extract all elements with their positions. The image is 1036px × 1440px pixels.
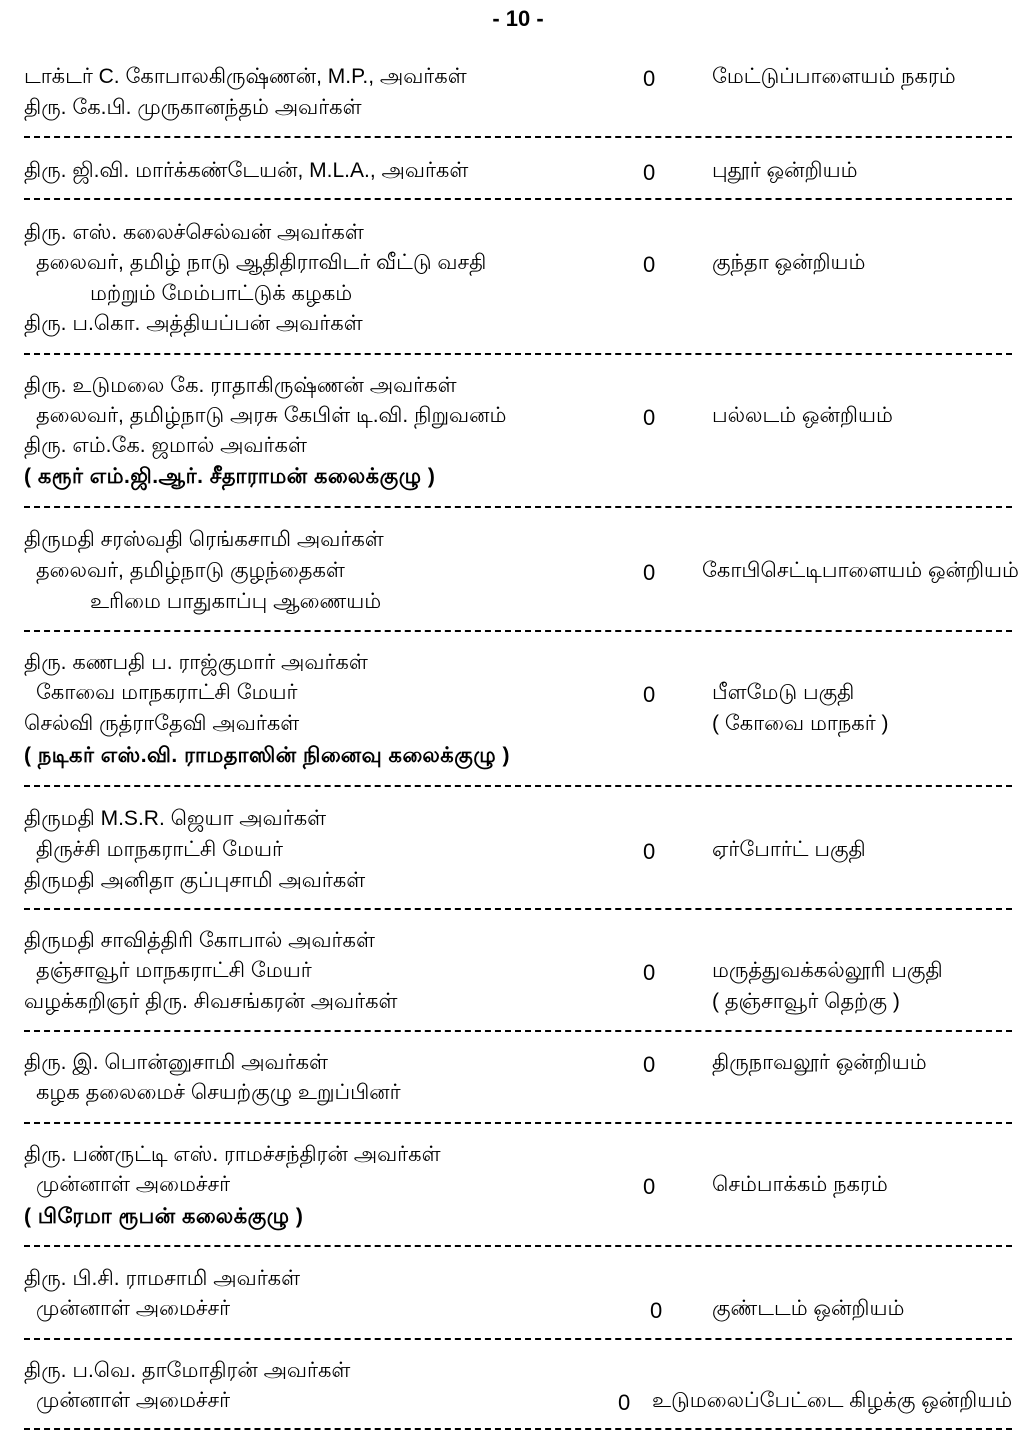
entry-9-marker: 0: [643, 1052, 656, 1077]
entry-9-line-1: திரு. இ. பொன்னுசாமி அவர்கள்: [24, 1051, 328, 1074]
entry-4-line-4: ( கரூர் எம்.ஜி.ஆர். சீதாராமன் கலைக்குழு ): [24, 465, 436, 488]
entry-3-line-3: மற்றும் மேம்பாட்டுக் கழகம்: [90, 282, 353, 305]
entry-3-marker: 0: [643, 252, 656, 277]
entry-7-line-3: திருமதி அனிதா குப்புசாமி அவர்கள்: [24, 869, 366, 892]
entry-6-line-1: திரு. கணபதி ப. ராஜ்குமார் அவர்கள்: [24, 651, 368, 674]
entry-5-line-2: தலைவர், தமிழ்நாடு குழந்தைகள்: [36, 559, 345, 582]
entry-2-line-1: திரு. ஜி.வி. மார்க்கண்டேயன், M.L.A., அவர்கள்: [24, 159, 469, 182]
entry-1-line-1: டாக்டர் C. கோபாலகிருஷ்ணன், M.P., அவர்கள்: [24, 65, 467, 88]
separator: [24, 1338, 1012, 1340]
entry-5-marker: 0: [643, 560, 656, 585]
entry-11-place: குண்டடம் ஒன்றியம்: [712, 1297, 905, 1320]
entry-12-marker: 0: [618, 1390, 631, 1415]
entry-4-line-2: தலைவர், தமிழ்நாடு அரசு கேபிள் டி.வி. நிறுவனம்: [36, 404, 507, 427]
entry-1-marker: 0: [643, 66, 656, 91]
entry-2-marker: 0: [643, 160, 656, 185]
page-number: - 10 -: [492, 6, 544, 31]
separator: [24, 198, 1012, 200]
entry-11-line-2: முன்னாள் அமைச்சர்: [36, 1297, 231, 1320]
entry-10-line-3: ( பிரேமா ரூபன் கலைக்குழு ): [24, 1205, 304, 1228]
entry-9-place: திருநாவலூர் ஒன்றியம்: [712, 1051, 927, 1074]
entry-4-marker: 0: [643, 405, 656, 430]
separator: [24, 785, 1012, 787]
entry-10-line-2: முன்னாள் அமைச்சர்: [36, 1173, 231, 1196]
separator: [24, 136, 1012, 138]
entry-6-marker: 0: [643, 682, 656, 707]
entry-3-place: குந்தா ஒன்றியம்: [712, 251, 866, 274]
entry-7-place: ஏர்போர்ட் பகுதி: [712, 838, 866, 861]
entry-12-line-1: திரு. ப.வெ. தாமோதிரன் அவர்கள்: [24, 1359, 351, 1382]
entry-12-place: உடுமலைப்பேட்டை கிழக்கு ஒன்றியம்: [652, 1389, 1013, 1412]
entry-8-marker: 0: [643, 960, 656, 985]
entry-6-line-4: ( நடிகர் எஸ்.வி. ராமதாஸின் நினைவு கலைக்குழு ): [24, 744, 511, 767]
separator: [24, 1122, 1012, 1124]
separator: [24, 908, 1012, 910]
entry-8-line-2: தஞ்சாவூர் மாநகராட்சி மேயர்: [36, 959, 312, 982]
entry-5-place: கோபிசெட்டிபாளையம் ஒன்றியம்: [702, 559, 1019, 582]
entry-3-line-2: தலைவர், தமிழ் நாடு ஆதிதிராவிடர் வீட்டு வசதி: [36, 251, 487, 274]
separator: [24, 353, 1012, 355]
entry-3-line-1: திரு. எஸ். கலைச்செல்வன் அவர்கள்: [24, 221, 364, 244]
entry-10-line-1: திரு. பண்ருட்டி எஸ். ராமச்சந்திரன் அவர்கள்: [24, 1143, 441, 1166]
entry-7-line-2: திருச்சி மாநகராட்சி மேயர்: [36, 838, 283, 861]
separator: [24, 1428, 1012, 1430]
entry-1-line-2: திரு. கே.பி. முருகானந்தம் அவர்கள்: [24, 96, 362, 119]
separator: [24, 630, 1012, 632]
entry-8-place-1: மருத்துவக்கல்லூரி பகுதி: [712, 959, 943, 982]
entry-11-line-1: திரு. பி.சி. ராமசாமி அவர்கள்: [24, 1267, 301, 1290]
entry-3-line-4: திரு. ப.கொ. அத்தியப்பன் அவர்கள்: [24, 312, 363, 335]
entry-9-line-2: கழக தலைமைச் செயற்குழு உறுப்பினர்: [36, 1081, 401, 1104]
entry-8-line-1: திருமதி சாவித்திரி கோபால் அவர்கள்: [24, 929, 375, 952]
entry-6-place-2: ( கோவை மாநகர் ): [712, 712, 889, 735]
entry-5-line-1: திருமதி சரஸ்வதி ரெங்கசாமி அவர்கள்: [24, 528, 384, 551]
entry-1-place: மேட்டுப்பாளையம் நகரம்: [712, 65, 956, 88]
entry-4-place: பல்லடம் ஒன்றியம்: [712, 404, 893, 427]
separator: [24, 1030, 1012, 1032]
entry-7-marker: 0: [643, 839, 656, 864]
entry-7-line-1: திருமதி M.S.R. ஜெயா அவர்கள்: [24, 807, 327, 830]
entry-11-marker: 0: [650, 1298, 663, 1323]
entry-6-place-1: பீளமேடு பகுதி: [712, 681, 855, 704]
entry-6-line-2: கோவை மாநகராட்சி மேயர்: [36, 681, 298, 704]
separator: [24, 1245, 1012, 1247]
entry-2-place: புதூர் ஒன்றியம்: [712, 159, 858, 182]
entry-8-line-3: வழக்கறிஞர் திரு. சிவசங்கரன் அவர்கள்: [24, 990, 398, 1013]
entry-10-place: செம்பாக்கம் நகரம்: [712, 1173, 888, 1196]
entry-6-line-3: செல்வி ருத்ராதேவி அவர்கள்: [24, 712, 300, 735]
entry-4-line-1: திரு. உடுமலை கே. ராதாகிருஷ்ணன் அவர்கள்: [24, 374, 457, 397]
entry-8-place-2: ( தஞ்சாவூர் தெற்கு ): [712, 990, 900, 1013]
entry-10-marker: 0: [643, 1174, 656, 1199]
entry-5-line-3: உரிமை பாதுகாப்பு ஆணையம்: [90, 590, 382, 613]
entry-12-line-2: முன்னாள் அமைச்சர்: [36, 1389, 231, 1412]
entry-4-line-3: திரு. எம்.கே. ஜமால் அவர்கள்: [24, 434, 307, 457]
separator: [24, 506, 1012, 508]
